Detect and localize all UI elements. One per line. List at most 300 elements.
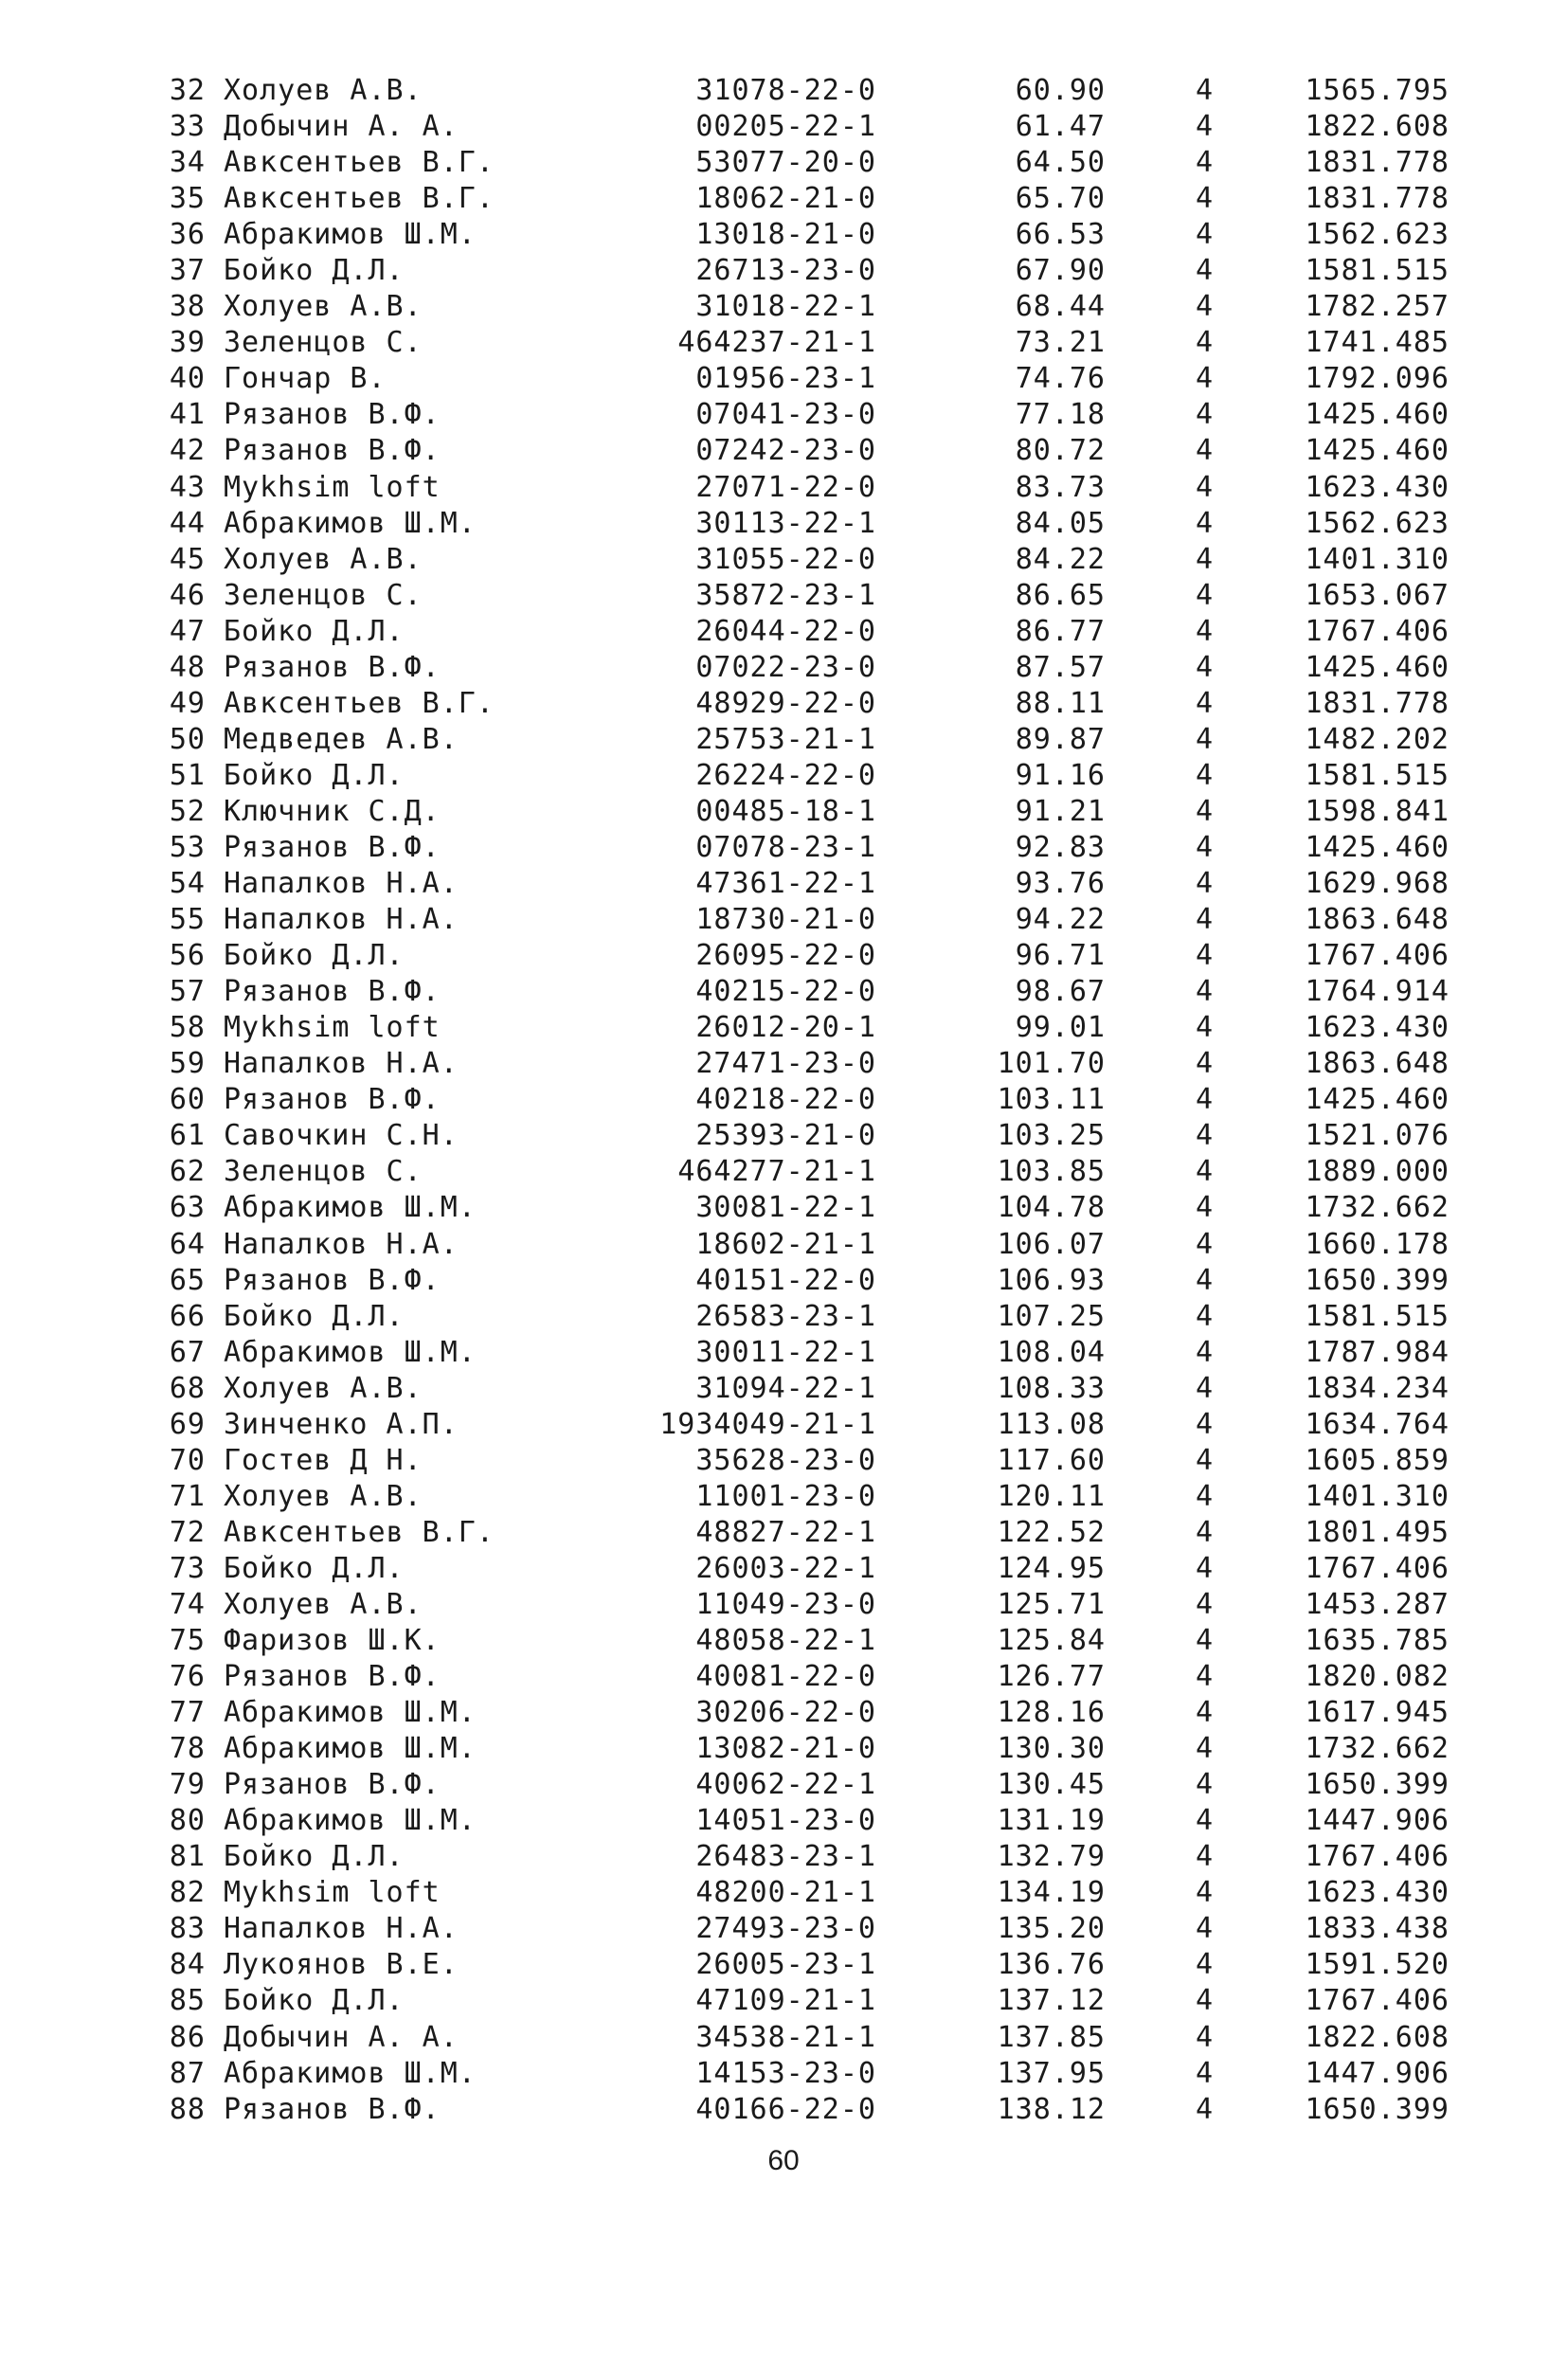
result-value: 66.53: [1015, 218, 1106, 252]
registration-code: 31094-22-1: [695, 1371, 876, 1405]
result-value: 137.12: [997, 1984, 1106, 2018]
registration-code: 30206-22-0: [695, 1696, 876, 1730]
result-value: 131.19: [997, 1804, 1106, 1838]
result-value: 117.60: [997, 1443, 1106, 1477]
result-value: 124.95: [997, 1551, 1106, 1585]
participant-name: Рязанов В.Ф.: [224, 434, 441, 468]
result-value: 61.47: [1015, 110, 1106, 144]
participant-name: Рязанов В.Ф.: [224, 650, 441, 684]
table-row: [0, 1551, 1567, 1587]
row-number: 50: [169, 722, 206, 756]
rating-value: 1831.778: [1305, 146, 1450, 180]
rating-value: 1562.623: [1305, 218, 1450, 252]
table-row: [0, 614, 1567, 650]
rating-value: 1834.234: [1305, 1371, 1450, 1405]
table-row: [0, 758, 1567, 794]
row-number: 74: [169, 1587, 206, 1621]
registration-code: 27471-23-0: [695, 1047, 876, 1081]
participant-name: Рязанов В.Ф.: [224, 1083, 441, 1117]
result-value: 74.76: [1015, 362, 1106, 396]
class-value: 4: [1196, 867, 1215, 901]
participant-name: Рязанов В.Ф.: [224, 1263, 441, 1297]
result-value: 86.77: [1015, 614, 1106, 648]
participant-name: Абракимов Ш.М.: [224, 1732, 477, 1766]
class-value: 4: [1196, 650, 1215, 684]
participant-name: Холуев А.В.: [224, 1371, 423, 1405]
table-row: [0, 1767, 1567, 1803]
table-row: [0, 1335, 1567, 1371]
class-value: 4: [1196, 326, 1215, 360]
registration-code: 07242-23-0: [695, 434, 876, 468]
participant-name: Добычин А. А.: [224, 110, 459, 144]
participant-name: Зеленцов С.: [224, 578, 423, 612]
participant-name: Напалков Н.А.: [224, 903, 459, 937]
registration-code: 464277-21-1: [677, 1155, 876, 1189]
table-row: [0, 1947, 1567, 1983]
table-row: [0, 1803, 1567, 1839]
row-number: 41: [169, 398, 206, 432]
registration-code: 26003-22-1: [695, 1551, 876, 1585]
rating-value: 1623.430: [1305, 1876, 1450, 1910]
table-row: [0, 722, 1567, 758]
rating-value: 1653.067: [1305, 578, 1450, 612]
rating-value: 1820.082: [1305, 1660, 1450, 1694]
class-value: 4: [1196, 1299, 1215, 1333]
row-number: 49: [169, 686, 206, 720]
table-row: [0, 289, 1567, 325]
class-value: 4: [1196, 794, 1215, 828]
rating-value: 1634.764: [1305, 1407, 1450, 1441]
table-row: [0, 506, 1567, 542]
row-number: 32: [169, 74, 206, 107]
participant-name: Зинченко А.П.: [224, 1407, 459, 1441]
registration-code: 40215-22-0: [695, 975, 876, 1009]
result-value: 67.90: [1015, 254, 1106, 288]
participant-name: Лукоянов В.Е.: [224, 1948, 459, 1982]
class-value: 4: [1196, 1263, 1215, 1297]
registration-code: 30113-22-1: [695, 506, 876, 540]
registration-code: 30081-22-1: [695, 1191, 876, 1225]
row-number: 66: [169, 1299, 206, 1333]
participant-name: Напалков Н.А.: [224, 1227, 459, 1261]
participant-name: Mykhsim loft: [224, 1876, 441, 1910]
row-number: 55: [169, 903, 206, 937]
class-value: 4: [1196, 74, 1215, 107]
table-row: [0, 361, 1567, 397]
class-value: 4: [1196, 1479, 1215, 1513]
class-value: 4: [1196, 1551, 1215, 1585]
participant-name: Гостев Д Н.: [224, 1443, 423, 1477]
result-value: 132.79: [997, 1840, 1106, 1874]
row-number: 78: [169, 1732, 206, 1766]
table-row: [0, 1515, 1567, 1551]
class-value: 4: [1196, 1912, 1215, 1946]
table-row: [0, 109, 1567, 145]
page-number: 60: [767, 2145, 800, 2176]
row-number: 33: [169, 110, 206, 144]
table-row: [0, 1587, 1567, 1623]
participant-name: Абракимов Ш.М.: [224, 2056, 477, 2090]
row-number: 38: [169, 290, 206, 324]
row-number: 54: [169, 867, 206, 901]
row-number: 85: [169, 1984, 206, 2018]
registration-code: 13082-21-0: [695, 1732, 876, 1766]
table-row: [0, 866, 1567, 902]
rating-value: 1863.648: [1305, 1047, 1450, 1081]
class-value: 4: [1196, 1660, 1215, 1694]
table-row: [0, 433, 1567, 469]
result-value: 134.19: [997, 1876, 1106, 1910]
rating-value: 1767.406: [1305, 614, 1450, 648]
table-row: [0, 217, 1567, 253]
class-value: 4: [1196, 1696, 1215, 1730]
row-number: 64: [169, 1227, 206, 1261]
rating-value: 1650.399: [1305, 1263, 1450, 1297]
participant-name: Холуев А.В.: [224, 1587, 423, 1621]
participant-name: Рязанов В.Ф.: [224, 2092, 441, 2126]
participant-name: Бойко Д.Л.: [224, 1984, 405, 2018]
class-value: 4: [1196, 614, 1215, 648]
rating-value: 1863.648: [1305, 903, 1450, 937]
rating-value: 1605.859: [1305, 1443, 1450, 1477]
result-value: 80.72: [1015, 434, 1106, 468]
registration-code: 26483-23-1: [695, 1840, 876, 1874]
participant-name: Абракимов Ш.М.: [224, 506, 477, 540]
result-value: 122.52: [997, 1515, 1106, 1549]
registration-code: 26044-22-0: [695, 614, 876, 648]
registration-code: 48058-22-1: [695, 1624, 876, 1658]
participant-name: Холуев А.В.: [224, 290, 423, 324]
rating-value: 1591.520: [1305, 1948, 1450, 1982]
rating-value: 1425.460: [1305, 434, 1450, 468]
table-row: [0, 794, 1567, 830]
class-value: 4: [1196, 1407, 1215, 1441]
rating-value: 1741.485: [1305, 326, 1450, 360]
result-value: 113.08: [997, 1407, 1106, 1441]
row-number: 60: [169, 1083, 206, 1117]
row-number: 71: [169, 1479, 206, 1513]
participant-name: Холуев А.В.: [224, 74, 423, 107]
participant-name: Mykhsim loft: [224, 470, 441, 504]
registration-code: 47361-22-1: [695, 867, 876, 901]
class-value: 4: [1196, 722, 1215, 756]
rating-value: 1732.662: [1305, 1191, 1450, 1225]
row-number: 52: [169, 794, 206, 828]
row-number: 83: [169, 1912, 206, 1946]
class-value: 4: [1196, 182, 1215, 216]
row-number: 42: [169, 434, 206, 468]
registration-code: 26224-22-0: [695, 758, 876, 792]
result-value: 130.30: [997, 1732, 1106, 1766]
rating-value: 1767.406: [1305, 1984, 1450, 2018]
result-value: 96.71: [1015, 939, 1106, 973]
result-value: 103.85: [997, 1155, 1106, 1189]
participant-name: Абракимов Ш.М.: [224, 1335, 477, 1369]
participant-name: Абракимов Ш.М.: [224, 1804, 477, 1838]
row-number: 43: [169, 470, 206, 504]
participant-name: Холуев А.В.: [224, 542, 423, 576]
class-value: 4: [1196, 1083, 1215, 1117]
result-value: 101.70: [997, 1047, 1106, 1081]
result-value: 108.33: [997, 1371, 1106, 1405]
row-number: 79: [169, 1768, 206, 1802]
result-value: 137.85: [997, 2020, 1106, 2054]
class-value: 4: [1196, 1227, 1215, 1261]
row-number: 81: [169, 1840, 206, 1874]
participant-name: Гончар В.: [224, 362, 387, 396]
row-number: 76: [169, 1660, 206, 1694]
table-row: [0, 1659, 1567, 1695]
registration-code: 00485-18-1: [695, 794, 876, 828]
class-value: 4: [1196, 1732, 1215, 1766]
table-row: [0, 1479, 1567, 1515]
rating-value: 1764.914: [1305, 975, 1450, 1009]
rating-value: 1598.841: [1305, 794, 1450, 828]
result-value: 126.77: [997, 1660, 1106, 1694]
result-value: 106.07: [997, 1227, 1106, 1261]
table-row: [0, 1731, 1567, 1767]
registration-code: 47109-21-1: [695, 1984, 876, 2018]
registration-code: 07078-23-1: [695, 830, 876, 864]
rating-value: 1521.076: [1305, 1119, 1450, 1153]
participant-name: Ключник С.Д.: [224, 794, 441, 828]
result-value: 84.22: [1015, 542, 1106, 576]
participant-name: Рязанов В.Ф.: [224, 1660, 441, 1694]
rating-value: 1650.399: [1305, 2092, 1450, 2126]
row-number: 37: [169, 254, 206, 288]
rating-value: 1623.430: [1305, 1011, 1450, 1045]
rating-value: 1425.460: [1305, 650, 1450, 684]
rating-value: 1425.460: [1305, 830, 1450, 864]
table-row: [0, 2020, 1567, 2056]
rating-value: 1782.257: [1305, 290, 1450, 324]
row-number: 73: [169, 1551, 206, 1585]
registration-code: 48827-22-1: [695, 1515, 876, 1549]
row-number: 46: [169, 578, 206, 612]
participant-name: Бойко Д.Л.: [224, 614, 405, 648]
table-row: [0, 1407, 1567, 1443]
table-row: [0, 1263, 1567, 1299]
row-number: 36: [169, 218, 206, 252]
registration-code: 31078-22-0: [695, 74, 876, 107]
result-value: 68.44: [1015, 290, 1106, 324]
row-number: 34: [169, 146, 206, 180]
rating-value: 1562.623: [1305, 506, 1450, 540]
rating-value: 1831.778: [1305, 182, 1450, 216]
row-number: 59: [169, 1047, 206, 1081]
table-row: [0, 830, 1567, 866]
registration-code: 14153-23-0: [695, 2056, 876, 2090]
participant-name: Рязанов В.Ф.: [224, 975, 441, 1009]
table-row: [0, 253, 1567, 289]
row-number: 48: [169, 650, 206, 684]
result-value: 92.83: [1015, 830, 1106, 864]
table-row: [0, 1875, 1567, 1911]
result-value: 107.25: [997, 1299, 1106, 1333]
result-value: 135.20: [997, 1912, 1106, 1946]
result-value: 137.95: [997, 2056, 1106, 2090]
row-number: 77: [169, 1696, 206, 1730]
class-value: 4: [1196, 146, 1215, 180]
table-row: [0, 73, 1567, 109]
registration-code: 48200-21-1: [695, 1876, 876, 1910]
row-number: 58: [169, 1011, 206, 1045]
table-row: [0, 2056, 1567, 2092]
registration-code: 27071-22-0: [695, 470, 876, 504]
rating-value: 1792.096: [1305, 362, 1450, 396]
registration-code: 07041-23-0: [695, 398, 876, 432]
result-value: 60.90: [1015, 74, 1106, 107]
registration-code: 13018-21-0: [695, 218, 876, 252]
result-value: 120.11: [997, 1479, 1106, 1513]
class-value: 4: [1196, 290, 1215, 324]
result-value: 103.11: [997, 1083, 1106, 1117]
row-number: 56: [169, 939, 206, 973]
row-number: 62: [169, 1155, 206, 1189]
table-row: [0, 181, 1567, 217]
table-row: [0, 974, 1567, 1010]
row-number: 45: [169, 542, 206, 576]
participant-name: Холуев А.В.: [224, 1479, 423, 1513]
table-row: [0, 397, 1567, 433]
result-value: 83.73: [1015, 470, 1106, 504]
participant-name: Медведев А.В.: [224, 722, 459, 756]
registration-code: 53077-20-0: [695, 146, 876, 180]
result-value: 64.50: [1015, 146, 1106, 180]
result-value: 136.76: [997, 1948, 1106, 1982]
registration-code: 40062-22-1: [695, 1768, 876, 1802]
class-value: 4: [1196, 1624, 1215, 1658]
row-number: 63: [169, 1191, 206, 1225]
row-number: 80: [169, 1804, 206, 1838]
rating-value: 1660.178: [1305, 1227, 1450, 1261]
class-value: 4: [1196, 398, 1215, 432]
registration-code: 18602-21-1: [695, 1227, 876, 1261]
result-value: 91.21: [1015, 794, 1106, 828]
result-value: 125.84: [997, 1624, 1106, 1658]
class-value: 4: [1196, 506, 1215, 540]
row-number: 86: [169, 2020, 206, 2054]
table-row: [0, 578, 1567, 614]
table-row: [0, 1299, 1567, 1335]
participant-name: Абракимов Ш.М.: [224, 1696, 477, 1730]
class-value: 4: [1196, 830, 1215, 864]
table-row: [0, 1010, 1567, 1046]
class-value: 4: [1196, 758, 1215, 792]
row-number: 39: [169, 326, 206, 360]
participant-name: Абракимов Ш.М.: [224, 218, 477, 252]
participant-name: Бойко Д.Л.: [224, 1299, 405, 1333]
row-number: 61: [169, 1119, 206, 1153]
class-value: 4: [1196, 1155, 1215, 1189]
row-number: 35: [169, 182, 206, 216]
registration-code: 18730-21-0: [695, 903, 876, 937]
table-row: [0, 1118, 1567, 1154]
registration-code: 1934049-21-1: [659, 1407, 876, 1441]
registration-code: 11001-23-0: [695, 1479, 876, 1513]
table-row: [0, 2092, 1567, 2128]
result-value: 138.12: [997, 2092, 1106, 2126]
class-value: 4: [1196, 1984, 1215, 2018]
rating-value: 1447.906: [1305, 1804, 1450, 1838]
registration-code: 26012-20-1: [695, 1011, 876, 1045]
participant-name: Авксентьев В.Г.: [224, 146, 495, 180]
registration-code: 07022-23-0: [695, 650, 876, 684]
class-value: 4: [1196, 975, 1215, 1009]
result-value: 84.05: [1015, 506, 1106, 540]
class-value: 4: [1196, 686, 1215, 720]
table-row: [0, 470, 1567, 506]
table-row: [0, 1623, 1567, 1659]
rating-value: 1801.495: [1305, 1515, 1450, 1549]
result-value: 128.16: [997, 1696, 1106, 1730]
rating-value: 1617.945: [1305, 1696, 1450, 1730]
registration-code: 26095-22-0: [695, 939, 876, 973]
class-value: 4: [1196, 1119, 1215, 1153]
table-row: [0, 1190, 1567, 1226]
rating-value: 1822.608: [1305, 2020, 1450, 2054]
row-number: 47: [169, 614, 206, 648]
table-row: [0, 1082, 1567, 1118]
registration-code: 25753-21-1: [695, 722, 876, 756]
result-value: 94.22: [1015, 903, 1106, 937]
rating-value: 1581.515: [1305, 254, 1450, 288]
rating-value: 1635.785: [1305, 1624, 1450, 1658]
registration-code: 48929-22-0: [695, 686, 876, 720]
rating-value: 1425.460: [1305, 398, 1450, 432]
rating-value: 1889.000: [1305, 1155, 1450, 1189]
registration-code: 40218-22-0: [695, 1083, 876, 1117]
row-number: 67: [169, 1335, 206, 1369]
table-row: [0, 1839, 1567, 1875]
registration-code: 27493-23-0: [695, 1912, 876, 1946]
row-number: 51: [169, 758, 206, 792]
class-value: 4: [1196, 470, 1215, 504]
registration-code: 18062-21-0: [695, 182, 876, 216]
rating-value: 1831.778: [1305, 686, 1450, 720]
table-row: [0, 1443, 1567, 1479]
participant-name: Авксентьев В.Г.: [224, 1515, 495, 1549]
rating-value: 1425.460: [1305, 1083, 1450, 1117]
result-value: 108.04: [997, 1335, 1106, 1369]
table-row: [0, 1695, 1567, 1731]
participant-name: Авксентьев В.Г.: [224, 182, 495, 216]
result-value: 73.21: [1015, 326, 1106, 360]
participant-name: Бойко Д.Л.: [224, 939, 405, 973]
registration-code: 26005-23-1: [695, 1948, 876, 1982]
row-number: 57: [169, 975, 206, 1009]
class-value: 4: [1196, 1804, 1215, 1838]
rating-value: 1732.662: [1305, 1732, 1450, 1766]
row-number: 53: [169, 830, 206, 864]
class-value: 4: [1196, 2020, 1215, 2054]
class-value: 4: [1196, 1191, 1215, 1225]
class-value: 4: [1196, 578, 1215, 612]
rating-value: 1623.430: [1305, 470, 1450, 504]
participant-name: Рязанов В.Ф.: [224, 1768, 441, 1802]
row-number: 70: [169, 1443, 206, 1477]
table-row: [0, 325, 1567, 361]
participant-name: Бойко Д.Л.: [224, 758, 405, 792]
rating-value: 1787.984: [1305, 1335, 1450, 1369]
class-value: 4: [1196, 1840, 1215, 1874]
participant-name: Авксентьев В.Г.: [224, 686, 495, 720]
rating-value: 1581.515: [1305, 758, 1450, 792]
result-value: 87.57: [1015, 650, 1106, 684]
registration-code: 11049-23-0: [695, 1587, 876, 1621]
result-value: 91.16: [1015, 758, 1106, 792]
row-number: 65: [169, 1263, 206, 1297]
